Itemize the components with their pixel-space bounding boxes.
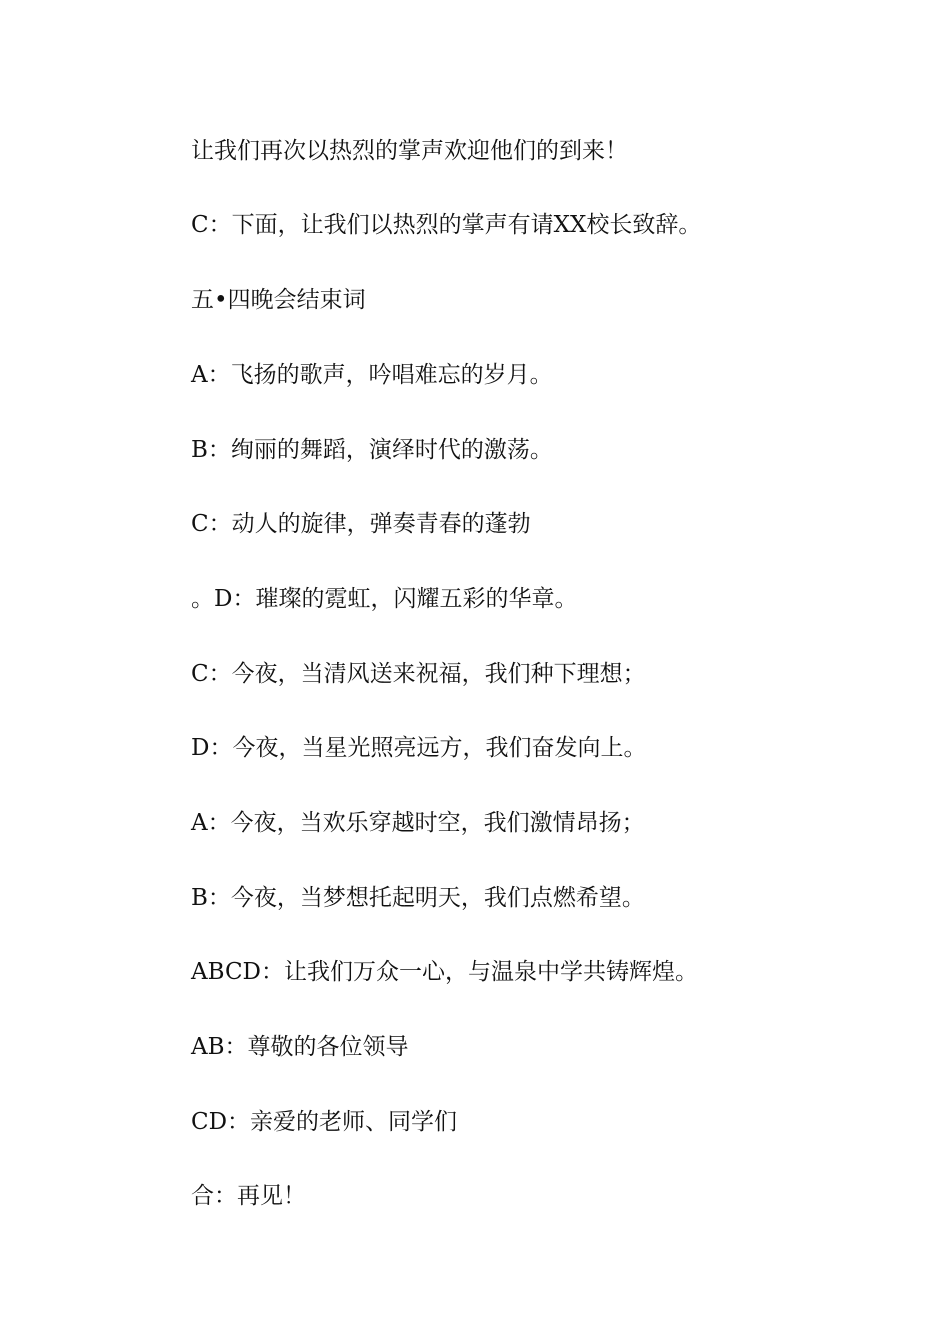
text-line: AB：尊敬的各位领导 — [191, 1034, 409, 1060]
text-line: C：动人的旋律，弹奏青春的蓬勃 — [191, 511, 531, 537]
text-line: ABCD：让我们万众一心，与温泉中学共铸辉煌。 — [191, 959, 698, 985]
text-line: B：今夜，当梦想托起明天，我们点燃希望。 — [191, 885, 645, 911]
text-line: B：绚丽的舞蹈，演绎时代的激荡。 — [191, 437, 553, 463]
text-line: A：飞扬的歌声，吟唱难忘的岁月。 — [191, 362, 553, 388]
text-line-principal-invite: C：下面，让我们以热烈的掌声有请XX校长致辞。 — [191, 212, 702, 238]
text-line: D：今夜，当星光照亮远方，我们奋发向上。 — [191, 735, 647, 761]
text-line: 。D：璀璨的霓虹，闪耀五彩的华章。 — [191, 586, 578, 612]
text-line: CD：亲爱的老师、同学们 — [191, 1109, 458, 1135]
text-line-farewell: 合：再见！ — [191, 1183, 306, 1209]
text-line-welcome: 让我们再次以热烈的掌声欢迎他们的到来！ — [191, 138, 628, 164]
text-line: A：今夜，当欢乐穿越时空，我们激情昂扬； — [191, 810, 645, 836]
text-line: C：今夜，当清风送来祝福，我们种下理想； — [191, 661, 646, 687]
section-heading: 五•四晚会结束词 — [191, 287, 366, 313]
